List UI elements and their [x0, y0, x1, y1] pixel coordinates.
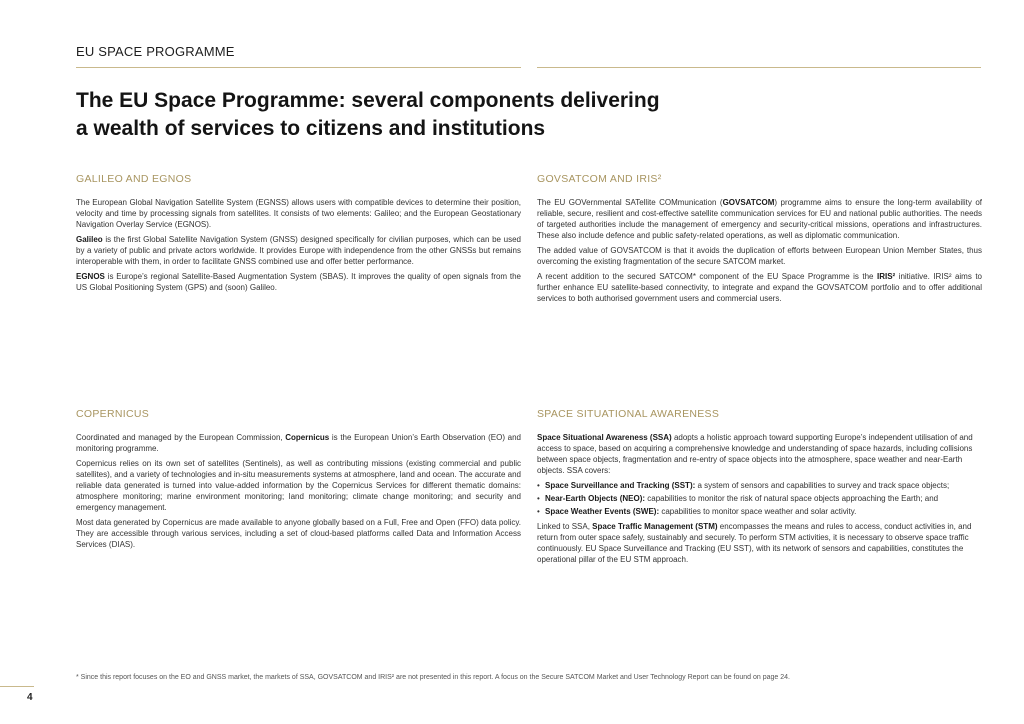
paragraph: The added value of GOVSATCOM is that it avoids the duplication of efforts between European Union Member States, thus overcoming the existing fragmentation of the secure SATCOM market. [537, 246, 982, 266]
paragraph-text: is Europe’s regional Satellite-Based Augmentation System (SBAS). It improves the quality of open signals from the US Global Positioning System (GPS) and (soon) Galileo. [76, 272, 521, 292]
paragraph-text: The EU GOVernmental SATellite COMmunication ( [537, 198, 723, 207]
bold-term: Space Situational Awareness (SSA) [537, 433, 672, 442]
section-space-situational-awareness [537, 408, 982, 569]
paragraph-text: Coordinated and managed by the European Commission, [76, 433, 286, 442]
paragraph-text: is the first Global Satellite Navigation System (GNSS) designed specifically for civilian purposes, which can be used by a variety of public and private actors worldwide. It provides Europe with independence from the other GNSSs but remains interoperable with them, in order to facilitate GNSS combined use and offer better performance. [76, 235, 521, 266]
list-item-text: capabilities to monitor space weather and solar activity. [659, 507, 857, 516]
paragraph [537, 432, 982, 476]
paragraph-text: adopts a holistic approach toward supporting Europe’s independent utilisation of and access to space, based on acquiring a comprehensive knowledge and understanding of space hazards, including collisions between space objects, fragmentation and re-entry of space objects into the atmosphere, space weather and near-Earth objects. SSA covers: [537, 433, 973, 475]
paragraph-text: Linked to SSA, [537, 522, 593, 531]
section-govsatcom-iris2 [537, 173, 982, 308]
list-item-text: a system of sensors and capabilities to survey and track space objects; [695, 481, 950, 490]
ssa-bullet-list [537, 480, 982, 517]
bold-term: Copernicus [285, 433, 330, 442]
paragraph [76, 432, 521, 454]
paragraph-text: is the European Union’s Earth Observation (EO) and monitoring programme. [76, 433, 521, 453]
list-item-text: capabilities to monitor the risk of natural space objects approaching the Earth; and [645, 494, 939, 503]
paragraph [76, 234, 521, 267]
paragraph-text: encompasses the means and rules to access, conduct activities in, and return from outer space safely, sustainably and securely. To perform STM activities, it is necessary to observe space traffic continuously. EU Space Surveillance and Tracking (EU SST), with its network of sensors and capabilities, constitutes the operational pillar of the EU STM approach. [537, 522, 972, 564]
section-heading: GALILEO AND EGNOS [76, 173, 192, 185]
section-galileo-egnos [76, 173, 521, 297]
paragraph [537, 271, 982, 304]
running-header: EU SPACE PROGRAMME [76, 44, 235, 59]
paragraph-text: A recent addition to the secured SATCOM* component of the EU Space Programme is the [537, 272, 877, 281]
bold-term: EGNOS [76, 272, 105, 281]
list-item [537, 506, 982, 517]
bold-term: Galileo [76, 235, 103, 244]
bold-term: Space Surveillance and Tracking (SST): [545, 481, 696, 490]
footnote: * Since this report focuses on the EO and GNSS market, the markets of SSA, GOVSATCOM and IRIS² are not presented in this report. A focus on the Secure SATCOM Market and User Technology Report can be found on page 24. [76, 674, 790, 681]
bold-term: Space Traffic Management (STM) [592, 522, 718, 531]
bold-term: GOVSATCOM [722, 198, 775, 207]
section-copernicus [76, 408, 521, 554]
paragraph [537, 521, 982, 565]
bold-term: IRIS² [876, 272, 896, 281]
paragraph-text: initiative. IRIS² aims to further enhance EU satellite-based connectivity, to integrate and expand the GOVSATCOM portfolio and to offer additional services to both authorised government users and commercial users. [537, 272, 982, 303]
header-divider-right [537, 67, 981, 68]
section-heading: GOVSATCOM AND IRIS² [537, 173, 662, 185]
page-number: 4 [27, 692, 33, 703]
page-title-line-2: a wealth of services to citizens and institutions [76, 117, 546, 140]
paragraph: Most data generated by Copernicus are made available to anyone globally based on a Full, Free and Open (FFO) data policy. They are accessible through various services, including a set of cloud-based platforms called Data and Information Access Services (DIAS). [76, 518, 521, 549]
section-heading: SPACE SITUATIONAL AWARENESS [537, 408, 720, 420]
header-divider-left [76, 67, 521, 68]
footer-divider [0, 686, 34, 687]
paragraph-text: ) programme aims to ensure the long-term availability of reliable, secure, resilient and cost-effective satellite communication services for EU and national public authorities. The needs of targeted authorities include the management of emergency and security-critical missions, operations and infrastructures. These also include defence and public safety-related operations, as well as diplomatic communication. [537, 198, 983, 240]
bold-term: Space Weather Events (SWE): [545, 507, 660, 516]
list-item [537, 493, 982, 504]
page-title [76, 87, 796, 143]
paragraph [537, 197, 982, 241]
paragraph: The European Global Navigation Satellite System (EGNSS) allows users with compatible devices to determine their position, velocity and time by processing signals from satellites. It consists of two elements: Galileo; and the European Geostationary Navigation Overlay Service (EGNOS). [76, 198, 521, 229]
bold-term: Near-Earth Objects (NEO): [545, 494, 646, 503]
paragraph: Copernicus relies on its own set of satellites (Sentinels), as well as contributing missions (existing commercial and public satellites), and a variety of technologies and in-situ measurements systems at atmosphere, land and ocean. The accurate and reliable data generated is turned into value-added information by the Copernicus Services for different thematic domains: atmosphere monitoring; marine environment monitoring; land monitoring; climate change monitoring; and security and emergency management. [76, 459, 521, 512]
list-item [537, 480, 982, 491]
page-title-line-1: The EU Space Programme: several components delivering [76, 89, 660, 112]
paragraph [76, 271, 521, 293]
section-heading: COPERNICUS [76, 408, 150, 420]
